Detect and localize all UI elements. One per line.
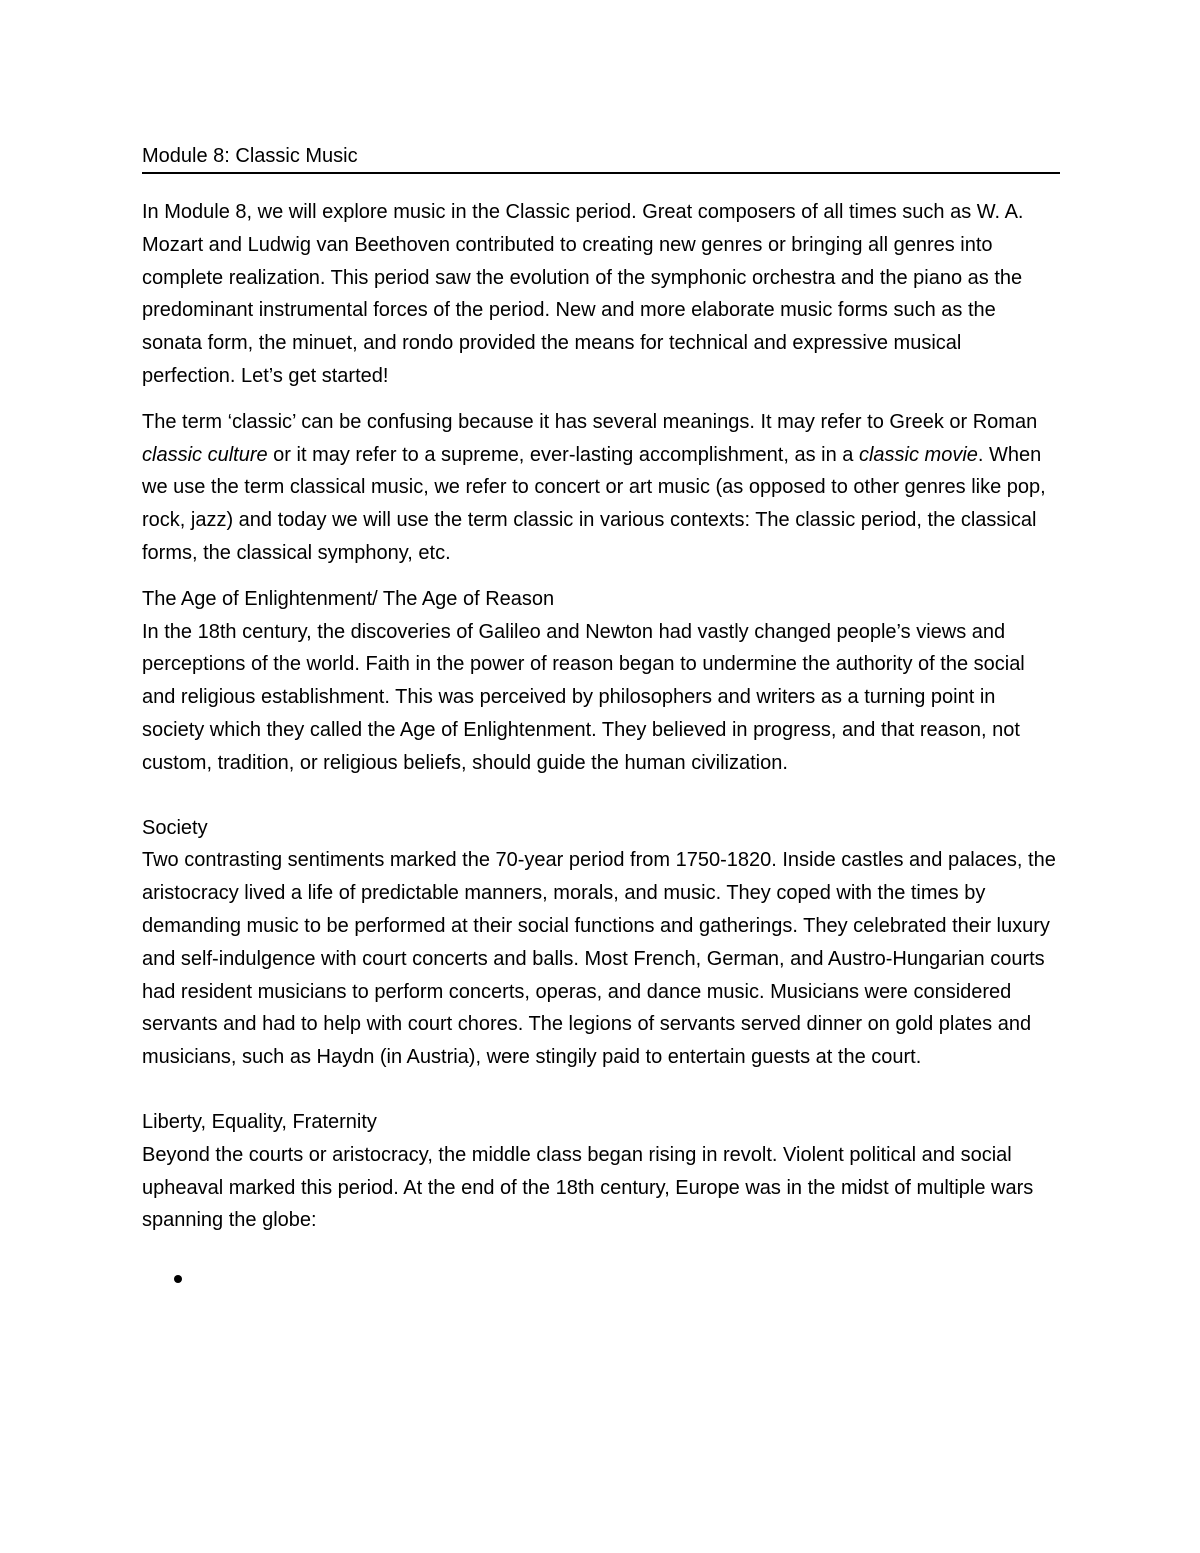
term-text-3: . When we use the term classical music, we refer to concert or art music (as opposed to other genres like pop, rock, jazz) and today we will use the term classic in various contexts: The classic period, the classical forms, the classical symphony, etc. <box>142 443 1046 564</box>
term-italic-1: classic culture <box>142 443 268 466</box>
list-item <box>142 1263 1060 1295</box>
enlightenment-section <box>142 583 1060 780</box>
bullet-icon <box>174 1275 182 1283</box>
term-text-2: or it may refer to a supreme, ever-lasting accomplishment, as in a <box>267 443 859 466</box>
intro-paragraph: In Module 8, we will explore music in the Classic period. Great composers of all times such as W. A. Mozart and Ludwig van Beethoven contributed to creating new genres or bringing all genres into complete realization. This period saw the evolution of the symphonic orchestra and the piano as the predominant instrumental forces of the period. New and more elaborate music forms such as the sonata form, the minuet, and rondo provided the means for technical and expressive musical perfection. Let’s get started! <box>142 201 1024 387</box>
wars-bullet-list <box>142 1263 1060 1295</box>
term-italic-2: classic movie <box>858 443 978 466</box>
document-page <box>142 140 1060 1295</box>
liberty-section <box>142 1106 1060 1237</box>
enlightenment-heading: The Age of Enlightenment/ The Age of Reason <box>142 587 555 610</box>
society-section <box>142 812 1060 1074</box>
term-paragraph <box>142 406 1060 570</box>
liberty-heading: Liberty, Equality, Fraternity <box>142 1110 377 1133</box>
society-body: Two contrasting sentiments marked the 70-year period from 1750-1820. Inside castles and palaces, the aristocracy lived a life of predictable manners, morals, and music. They coped with the times by demanding music to be performed at their social functions and gatherings. They celebrated their luxury and self-indulgence with court concerts and balls. Most French, German, and Austro-Hungarian courts had resident musicians to perform concerts, operas, and dance music. Musicians were considered servants and had to help with court chores. The legions of servants served dinner on gold plates and musicians, such as Haydn (in Austria), were stingily paid to entertain guests at the court. <box>142 849 1056 1069</box>
document-title: Module 8: Classic Music <box>142 140 1060 174</box>
society-heading: Society <box>142 816 208 839</box>
enlightenment-body: In the 18th century, the discoveries of Galileo and Newton had vastly changed people’s views and perceptions of the world. Faith in the power of reason began to undermine the authority of the social and religious establishment. This was perceived by philosophers and writers as a turning point in society which they called the Age of Enlightenment. They believed in progress, and that reason, not custom, tradition, or religious beliefs, should guide the human civilization. <box>142 620 1025 774</box>
term-text-1: The term ‘classic’ can be confusing because it has several meanings. It may refer to Greek or Roman <box>142 410 1038 433</box>
liberty-body: Beyond the courts or aristocracy, the middle class began rising in revolt. Violent political and social upheaval marked this period. At the end of the 18th century, Europe was in the midst of multiple wars spanning the globe: <box>142 1143 1034 1232</box>
